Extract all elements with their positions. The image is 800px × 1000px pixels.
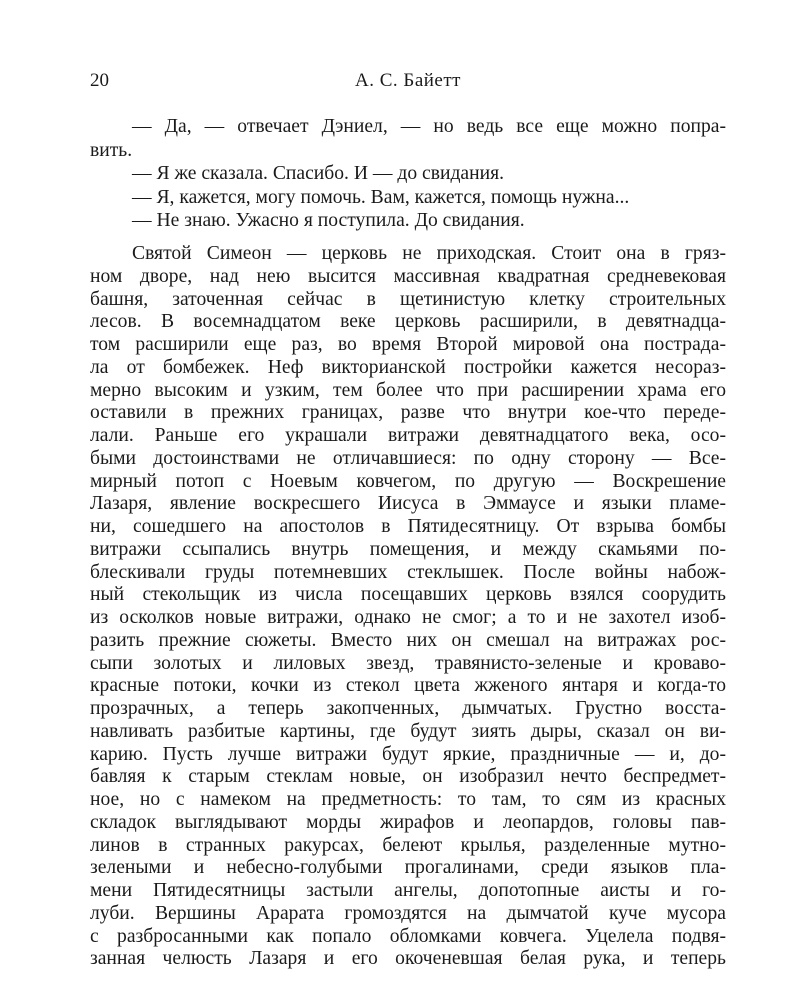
text-line: блескивали груды потемневших стеклышек. После войны набож- [90, 561, 726, 583]
text-line: навливать разбитые картины, где будут зиять дыры, сказал он ви- [90, 720, 726, 742]
text-line: мирный потоп с Ноевым ковчегом, по другую — Воскрешение [90, 470, 726, 492]
running-head [90, 70, 726, 96]
text-line: Святой Симеон — церковь не приходская. Стоит она в гряз- [132, 243, 726, 264]
text-line: витражи ссыпались внутрь помещения, и между скамьями по- [90, 538, 726, 560]
text-line: ный стекольщик из числа посещавших церковь взялся соорудить [90, 584, 726, 606]
running-author: А. С. Байетт [355, 70, 461, 91]
text-line: лесов. В восемнадцатом веке церковь расширили, в девятнадца- [90, 311, 726, 333]
text-line: ла от бомбежек. Неф викторианской постройки кажется несораз- [90, 356, 726, 378]
text-line: сыпи золотых и лиловых звезд, травянисто-зеленые и кроваво- [90, 652, 726, 674]
dialogue-line: — Я же сказала. Спасибо. И — до свидания. [132, 163, 505, 184]
text-line: мени Пятидесятницы застыли ангелы, допотопные аисты и го- [90, 880, 726, 901]
text-line: из осколков новые витражи, однако не смог; а то и не захотел изоб- [90, 607, 726, 628]
dialogue-line: — Не знаю. Ужасно я поступила. До свидания. [132, 210, 525, 231]
dialogue-line: — Да, — отвечает Дэниел, — но ведь все еще можно попра- [132, 116, 726, 137]
text-line: складок выглядывают морды жирафов и леопардов, головы пав- [90, 811, 726, 833]
dialogue-line: — Я, кажется, могу помочь. Вам, кажется, помощь нужна... [132, 186, 630, 208]
text-line: ное, но с намеком на предметность: то там, то сям из красных [90, 789, 726, 810]
text-line: ном дворе, над нею высится массивная квадратная средневековая [90, 265, 726, 287]
text-line: Лазаря, явление воскресшего Иисуса в Эммаусе и языки пламе- [90, 493, 726, 515]
body-paragraph [90, 243, 726, 971]
text-line: бавляя к старым стеклам новые, он изобразил нечто беспредмет- [90, 766, 726, 788]
text-line: линов в странных ракурсах, белеют крылья, разделенные мутно- [90, 834, 726, 856]
dialogue-block [90, 115, 726, 233]
text-line: быми достоинствами не отличавшиеся: по одну сторону — Все- [90, 447, 726, 469]
text-line: оставили в прежних границах, разве что внутри кое-что переде- [90, 402, 726, 424]
text-line: прозрачных, а теперь закопченных, дымчатых. Грустно восста- [90, 698, 726, 719]
text-line: башня, заточенная сейчас в щетинистую клетку строительных [90, 288, 726, 310]
text-line: красные потоки, кочки из стекол цвета жженого янтаря и когда-то [90, 675, 726, 697]
text-line: занная челюсть Лазаря и его окоченевшая белая рука, и теперь [90, 948, 726, 970]
book-page [90, 0, 726, 1000]
text-line: карию. Пусть лучше витражи будут яркие, праздничные — и, до- [90, 743, 726, 765]
text-line: мерно высоким и узким, тем более что при расширении храма его [90, 379, 726, 401]
dialogue-line: вить. [90, 139, 133, 161]
text-line: с разбросанными как попало обломками ковчега. Уцелела подвя- [90, 925, 726, 947]
text-line: том расширили еще раз, во время Второй мировой она пострада- [90, 334, 726, 355]
page-number: 20 [90, 70, 109, 91]
text-line: ни, сошедшего на апостолов в Пятидесятницу. От взрыва бомбы [90, 516, 726, 537]
text-line: разить прежние сюжеты. Вместо них он смешал на витражах рос- [90, 629, 726, 651]
text-line: лали. Раньше его украшали витражи девятнадцатого века, осо- [90, 425, 726, 446]
text-line: зелеными и небесно-голубыми прогалинами, среди языков пла- [90, 857, 726, 879]
text-line: луби. Вершины Арарата громоздятся на дымчатой куче мусора [90, 902, 726, 924]
